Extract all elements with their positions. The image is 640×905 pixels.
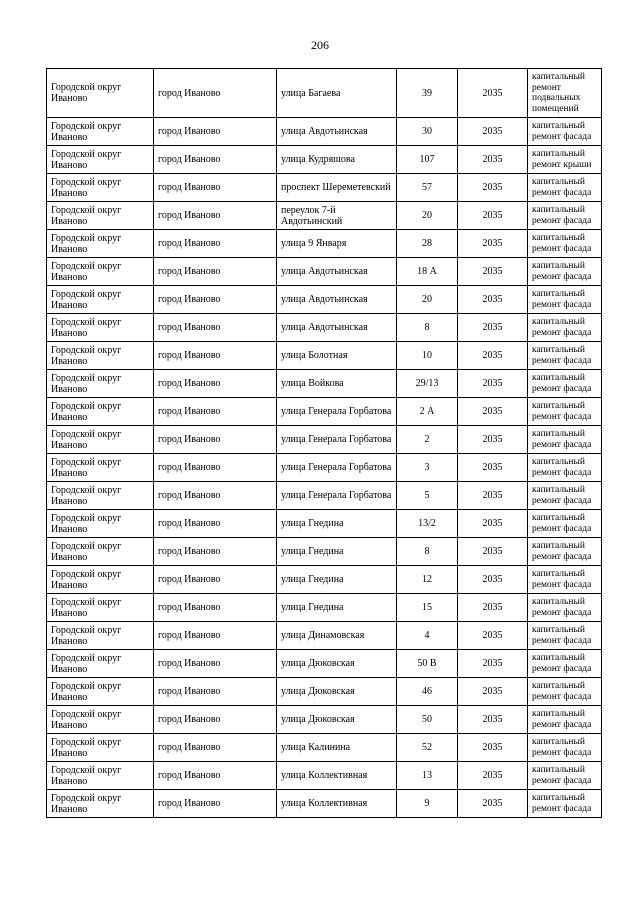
- cell-settlement: город Иваново: [154, 69, 277, 118]
- table-row: [47, 174, 602, 202]
- cell-settlement: город Иваново: [154, 454, 277, 482]
- cell-municipal-district: Городской округ Иваново: [47, 790, 154, 818]
- cell-house-number: 18 А: [397, 258, 458, 286]
- cell-house-number: 28: [397, 230, 458, 258]
- cell-municipal-district: Городской округ Иваново: [47, 678, 154, 706]
- cell-settlement: город Иваново: [154, 762, 277, 790]
- cell-work-type: капитальный ремонт фасада: [528, 790, 602, 818]
- table-row: [47, 258, 602, 286]
- cell-settlement: город Иваново: [154, 118, 277, 146]
- cell-settlement: город Иваново: [154, 370, 277, 398]
- cell-street: улица Авдотьинская: [277, 118, 397, 146]
- cell-year: 2035: [458, 454, 528, 482]
- cell-street: улица Дюковская: [277, 706, 397, 734]
- cell-year: 2035: [458, 286, 528, 314]
- cell-street: улица Динамовская: [277, 622, 397, 650]
- table-row: [47, 146, 602, 174]
- cell-work-type: капитальный ремонт фасада: [528, 762, 602, 790]
- cell-municipal-district: Городской округ Иваново: [47, 510, 154, 538]
- cell-municipal-district: Городской округ Иваново: [47, 538, 154, 566]
- cell-municipal-district: Городской округ Иваново: [47, 69, 154, 118]
- cell-house-number: 8: [397, 538, 458, 566]
- cell-house-number: 20: [397, 286, 458, 314]
- table-row: [47, 286, 602, 314]
- cell-work-type: капитальный ремонт фасада: [528, 650, 602, 678]
- cell-street: улица Авдотьинская: [277, 258, 397, 286]
- cell-settlement: город Иваново: [154, 342, 277, 370]
- cell-municipal-district: Городской округ Иваново: [47, 454, 154, 482]
- cell-street: улица Генерала Горбатова: [277, 482, 397, 510]
- cell-municipal-district: Городской округ Иваново: [47, 594, 154, 622]
- cell-street: улица Гнедина: [277, 510, 397, 538]
- table-body: [47, 69, 602, 818]
- cell-year: 2035: [458, 370, 528, 398]
- cell-house-number: 13/2: [397, 510, 458, 538]
- cell-municipal-district: Городской округ Иваново: [47, 482, 154, 510]
- cell-year: 2035: [458, 566, 528, 594]
- cell-work-type: капитальный ремонт фасада: [528, 594, 602, 622]
- cell-house-number: 39: [397, 69, 458, 118]
- cell-house-number: 30: [397, 118, 458, 146]
- cell-house-number: 3: [397, 454, 458, 482]
- cell-work-type: капитальный ремонт крыши: [528, 146, 602, 174]
- cell-house-number: 8: [397, 314, 458, 342]
- cell-year: 2035: [458, 482, 528, 510]
- cell-settlement: город Иваново: [154, 174, 277, 202]
- cell-year: 2035: [458, 314, 528, 342]
- cell-work-type: капитальный ремонт фасада: [528, 314, 602, 342]
- table-row: [47, 790, 602, 818]
- cell-municipal-district: Городской округ Иваново: [47, 762, 154, 790]
- cell-work-type: капитальный ремонт фасада: [528, 174, 602, 202]
- cell-settlement: город Иваново: [154, 538, 277, 566]
- cell-year: 2035: [458, 174, 528, 202]
- housing-repair-table: [46, 68, 602, 818]
- cell-work-type: капитальный ремонт фасада: [528, 118, 602, 146]
- cell-work-type: капитальный ремонт фасада: [528, 342, 602, 370]
- cell-settlement: город Иваново: [154, 146, 277, 174]
- cell-work-type: капитальный ремонт подвальных помещений: [528, 69, 602, 118]
- cell-year: 2035: [458, 69, 528, 118]
- cell-work-type: капитальный ремонт фасада: [528, 258, 602, 286]
- cell-municipal-district: Городской округ Иваново: [47, 706, 154, 734]
- cell-work-type: капитальный ремонт фасада: [528, 202, 602, 230]
- table-row: [47, 734, 602, 762]
- table-row: [47, 566, 602, 594]
- table-row: [47, 426, 602, 454]
- cell-settlement: город Иваново: [154, 314, 277, 342]
- cell-work-type: капитальный ремонт фасада: [528, 510, 602, 538]
- cell-settlement: город Иваново: [154, 398, 277, 426]
- cell-house-number: 2 А: [397, 398, 458, 426]
- cell-street: улица Дюковская: [277, 678, 397, 706]
- cell-street: улица Гнедина: [277, 566, 397, 594]
- cell-street: переулок 7-й Авдотьинский: [277, 202, 397, 230]
- cell-work-type: капитальный ремонт фасада: [528, 370, 602, 398]
- cell-work-type: капитальный ремонт фасада: [528, 426, 602, 454]
- cell-street: улица Дюковская: [277, 650, 397, 678]
- cell-municipal-district: Городской округ Иваново: [47, 202, 154, 230]
- table-row: [47, 650, 602, 678]
- cell-house-number: 12: [397, 566, 458, 594]
- cell-year: 2035: [458, 146, 528, 174]
- cell-municipal-district: Городской округ Иваново: [47, 146, 154, 174]
- cell-house-number: 46: [397, 678, 458, 706]
- table-row: [47, 482, 602, 510]
- cell-municipal-district: Городской округ Иваново: [47, 258, 154, 286]
- cell-house-number: 107: [397, 146, 458, 174]
- cell-year: 2035: [458, 510, 528, 538]
- cell-settlement: город Иваново: [154, 258, 277, 286]
- cell-street: улица Авдотьинская: [277, 286, 397, 314]
- cell-settlement: город Иваново: [154, 566, 277, 594]
- cell-settlement: город Иваново: [154, 790, 277, 818]
- table-row: [47, 622, 602, 650]
- cell-municipal-district: Городской округ Иваново: [47, 650, 154, 678]
- cell-work-type: капитальный ремонт фасада: [528, 454, 602, 482]
- cell-street: улица Войкова: [277, 370, 397, 398]
- cell-year: 2035: [458, 790, 528, 818]
- cell-settlement: город Иваново: [154, 706, 277, 734]
- cell-year: 2035: [458, 342, 528, 370]
- cell-year: 2035: [458, 650, 528, 678]
- cell-street: улица Авдотьинская: [277, 314, 397, 342]
- cell-street: улица Гнедина: [277, 594, 397, 622]
- table-row: [47, 538, 602, 566]
- cell-house-number: 9: [397, 790, 458, 818]
- table-row: [47, 370, 602, 398]
- cell-house-number: 2: [397, 426, 458, 454]
- cell-settlement: город Иваново: [154, 622, 277, 650]
- cell-year: 2035: [458, 426, 528, 454]
- table-row: [47, 706, 602, 734]
- cell-work-type: капитальный ремонт фасада: [528, 706, 602, 734]
- cell-year: 2035: [458, 258, 528, 286]
- page-number: 206: [311, 38, 329, 52]
- table-row: [47, 342, 602, 370]
- cell-settlement: город Иваново: [154, 734, 277, 762]
- cell-settlement: город Иваново: [154, 482, 277, 510]
- cell-street: улица Коллективная: [277, 790, 397, 818]
- cell-house-number: 15: [397, 594, 458, 622]
- cell-municipal-district: Городской округ Иваново: [47, 286, 154, 314]
- cell-settlement: город Иваново: [154, 426, 277, 454]
- cell-municipal-district: Городской округ Иваново: [47, 734, 154, 762]
- table-row: [47, 594, 602, 622]
- cell-house-number: 13: [397, 762, 458, 790]
- table-row: [47, 69, 602, 118]
- cell-year: 2035: [458, 398, 528, 426]
- cell-settlement: город Иваново: [154, 202, 277, 230]
- cell-settlement: город Иваново: [154, 678, 277, 706]
- table-row: [47, 230, 602, 258]
- cell-year: 2035: [458, 734, 528, 762]
- cell-house-number: 4: [397, 622, 458, 650]
- table-row: [47, 510, 602, 538]
- cell-year: 2035: [458, 762, 528, 790]
- cell-work-type: капитальный ремонт фасада: [528, 538, 602, 566]
- cell-work-type: капитальный ремонт фасада: [528, 734, 602, 762]
- cell-house-number: 50 В: [397, 650, 458, 678]
- cell-year: 2035: [458, 622, 528, 650]
- cell-street: улица Генерала Горбатова: [277, 454, 397, 482]
- cell-work-type: капитальный ремонт фасада: [528, 622, 602, 650]
- cell-work-type: капитальный ремонт фасада: [528, 482, 602, 510]
- cell-house-number: 29/13: [397, 370, 458, 398]
- cell-municipal-district: Городской округ Иваново: [47, 342, 154, 370]
- cell-work-type: капитальный ремонт фасада: [528, 286, 602, 314]
- cell-street: улица Генерала Горбатова: [277, 426, 397, 454]
- cell-settlement: город Иваново: [154, 230, 277, 258]
- cell-house-number: 50: [397, 706, 458, 734]
- table-row: [47, 202, 602, 230]
- cell-settlement: город Иваново: [154, 650, 277, 678]
- table-row: [47, 398, 602, 426]
- table-row: [47, 762, 602, 790]
- cell-street: улица Коллективная: [277, 762, 397, 790]
- cell-municipal-district: Городской округ Иваново: [47, 174, 154, 202]
- cell-municipal-district: Городской округ Иваново: [47, 230, 154, 258]
- cell-work-type: капитальный ремонт фасада: [528, 566, 602, 594]
- cell-street: улица Генерала Горбатова: [277, 398, 397, 426]
- cell-year: 2035: [458, 706, 528, 734]
- cell-year: 2035: [458, 538, 528, 566]
- cell-municipal-district: Городской округ Иваново: [47, 426, 154, 454]
- cell-street: улица Кудряшова: [277, 146, 397, 174]
- cell-settlement: город Иваново: [154, 510, 277, 538]
- cell-settlement: город Иваново: [154, 594, 277, 622]
- cell-municipal-district: Городской округ Иваново: [47, 566, 154, 594]
- cell-year: 2035: [458, 678, 528, 706]
- cell-house-number: 5: [397, 482, 458, 510]
- cell-municipal-district: Городской округ Иваново: [47, 314, 154, 342]
- cell-work-type: капитальный ремонт фасада: [528, 398, 602, 426]
- cell-house-number: 52: [397, 734, 458, 762]
- cell-municipal-district: Городской округ Иваново: [47, 118, 154, 146]
- cell-municipal-district: Городской округ Иваново: [47, 622, 154, 650]
- table-row: [47, 118, 602, 146]
- cell-settlement: город Иваново: [154, 286, 277, 314]
- cell-work-type: капитальный ремонт фасада: [528, 678, 602, 706]
- cell-street: улица Болотная: [277, 342, 397, 370]
- cell-street: улица 9 Января: [277, 230, 397, 258]
- cell-year: 2035: [458, 594, 528, 622]
- table-row: [47, 454, 602, 482]
- cell-year: 2035: [458, 118, 528, 146]
- cell-year: 2035: [458, 202, 528, 230]
- cell-municipal-district: Городской округ Иваново: [47, 370, 154, 398]
- cell-street: улица Калинина: [277, 734, 397, 762]
- cell-municipal-district: Городской округ Иваново: [47, 398, 154, 426]
- cell-house-number: 10: [397, 342, 458, 370]
- cell-year: 2035: [458, 230, 528, 258]
- cell-work-type: капитальный ремонт фасада: [528, 230, 602, 258]
- cell-street: улица Гнедина: [277, 538, 397, 566]
- table-row: [47, 678, 602, 706]
- cell-house-number: 20: [397, 202, 458, 230]
- cell-street: улица Багаева: [277, 69, 397, 118]
- cell-street: проспект Шереметевский: [277, 174, 397, 202]
- table-row: [47, 314, 602, 342]
- cell-house-number: 57: [397, 174, 458, 202]
